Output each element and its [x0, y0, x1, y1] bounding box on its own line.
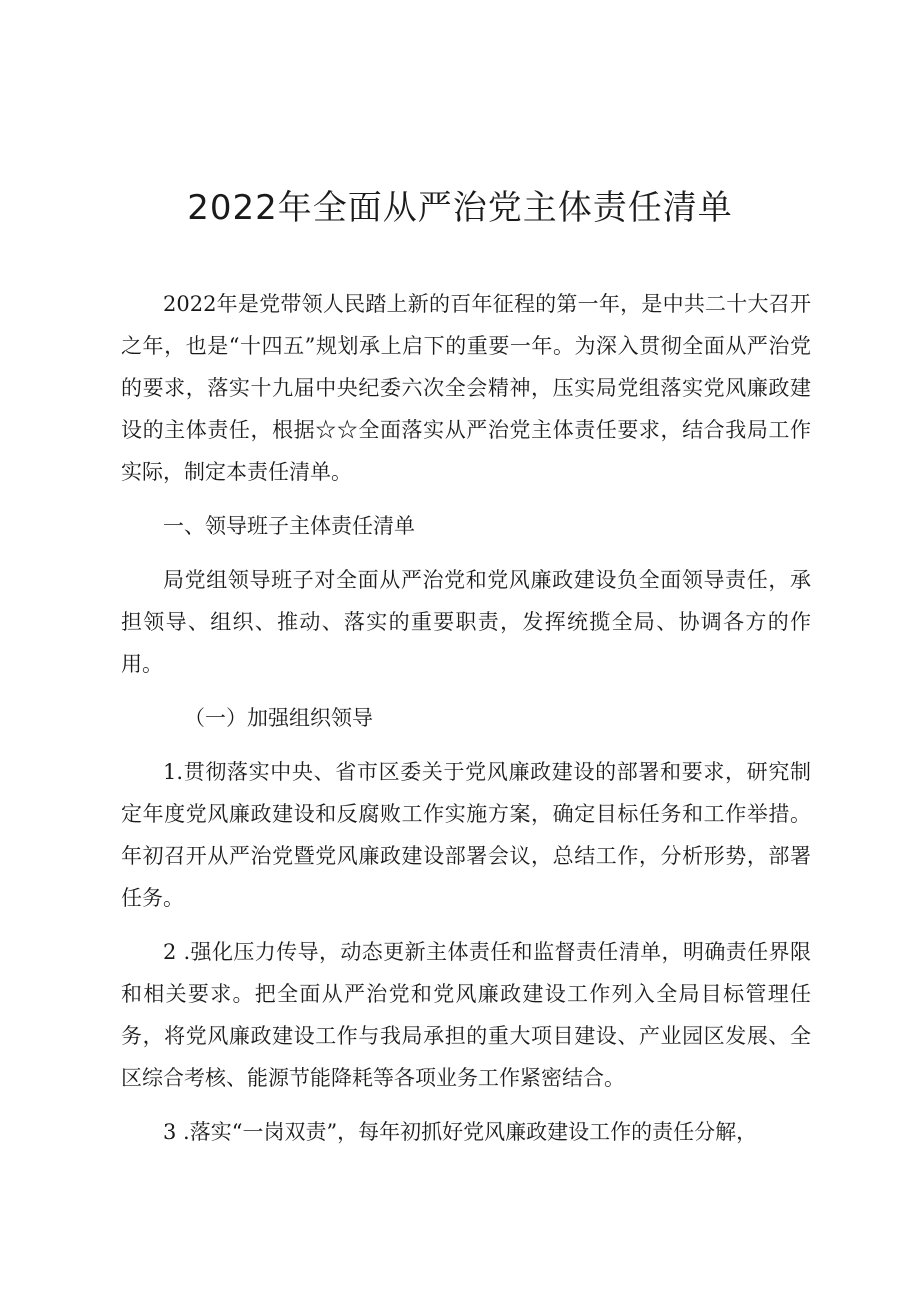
item-2-paragraph: 2 .强化压力传导，动态更新主体责任和监督责任清单，明确责任界限和相关要求。把全面从严治党和党风廉政建设工作列入全局目标管理任务，将党风廉政建设工作与我局承担的重大项目建设、产业园区发展、全区综合考核、能源节能降耗等各项业务工作紧密结合。	[121, 940, 811, 1090]
intro-paragraph: 2022年是党带领人民踏上新的百年征程的第一年，是中共二十大召开之年，也是“十四五”规划承上启下的重要一年。为深入贯彻全面从严治党的要求，落实十九届中央纪委六次全会精神，压实局党组落实党风廉政建设的主体责任，根据☆☆全面落实从严治党主体责任要求，结合我局工作实际，制定本责任清单。	[121, 292, 811, 484]
item-3-paragraph: 3 .落实“一岗双责”，每年初抓好党风廉政建设工作的责任分解，	[163, 1120, 758, 1144]
subsection-heading-organization: （一）加强组织领导	[184, 706, 373, 730]
document-title: 2022年全面从严治党主体责任清单	[187, 188, 733, 228]
document-body	[121, 283, 811, 1165]
section-heading-leadership: 一、领导班子主体责任清单	[163, 514, 415, 538]
item-1-paragraph: 1.贯彻落实中央、省市区委关于党风廉政建设的部署和要求，研究制定年度党风廉政建设和反腐败工作实施方案，确定目标任务和工作举措。年初召开从严治党暨党风廉政建设部署会议，总结工作，分析形势，部署任务。	[121, 760, 811, 910]
leadership-paragraph: 局党组领导班子对全面从严治党和党风廉政建设负全面领导责任，承担领导、组织、推动、落实的重要职责，发挥统揽全局、协调各方的作用。	[121, 568, 811, 676]
